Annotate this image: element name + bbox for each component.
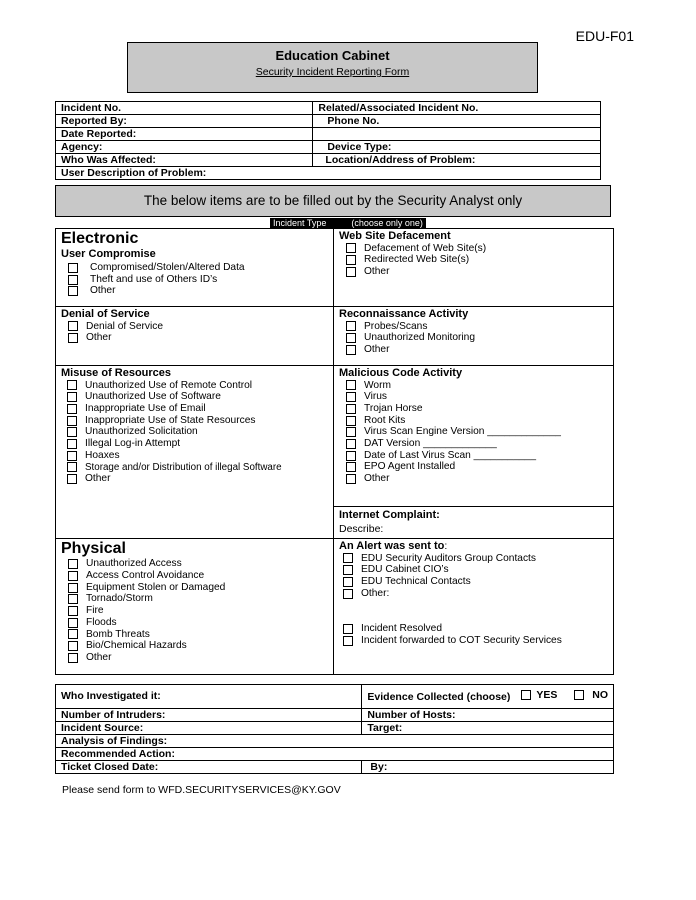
- org-title: Education Cabinet: [275, 48, 390, 63]
- table-row: [56, 102, 601, 115]
- denial-of-service-section: [61, 308, 329, 344]
- malicious-code-title: Malicious Code Activity: [339, 367, 463, 379]
- list-item[interactable]: Other: [346, 344, 609, 356]
- date-reported-field[interactable]: Date Reported:: [56, 128, 313, 141]
- incident-type-grid: [55, 228, 614, 675]
- list-item[interactable]: Unauthorized Use of Software: [67, 391, 331, 403]
- checkbox[interactable]: [68, 263, 78, 273]
- reconnaissance-list: [346, 321, 609, 356]
- list-item[interactable]: Unauthorized Access: [68, 558, 331, 570]
- list-item[interactable]: Probes/Scans: [346, 321, 609, 333]
- checkbox[interactable]: [67, 404, 77, 414]
- list-item[interactable]: Other: [68, 285, 329, 297]
- list-item[interactable]: Unauthorized Monitoring: [346, 332, 609, 344]
- list-item[interactable]: Fire: [68, 605, 331, 617]
- checkbox[interactable]: [346, 474, 356, 484]
- web-defacement-section: [339, 230, 609, 278]
- form-title: Security Incident Reporting Form: [255, 65, 410, 78]
- number-of-intruders-field[interactable]: Number of Intruders:: [56, 709, 362, 722]
- list-item[interactable]: Other:: [343, 588, 609, 600]
- grid-divider: [56, 365, 333, 366]
- physical-list: [68, 558, 331, 663]
- phone-no-field[interactable]: Phone No.: [313, 115, 601, 128]
- internet-complaint-section: [339, 509, 609, 535]
- malicious-code-list: [346, 380, 609, 485]
- table-row: [56, 115, 601, 128]
- checkbox[interactable]: [68, 275, 78, 285]
- table-row: [56, 167, 601, 180]
- checkbox[interactable]: [346, 427, 356, 437]
- grid-divider: [333, 229, 334, 674]
- form-title-box: [127, 42, 538, 93]
- table-row: [56, 761, 614, 774]
- checkbox[interactable]: [346, 439, 356, 449]
- physical-title: Physical: [61, 540, 126, 557]
- list-item[interactable]: Worm: [346, 380, 609, 392]
- device-type-field[interactable]: Device Type:: [313, 141, 601, 154]
- checkbox[interactable]: [346, 404, 356, 414]
- grid-divider: [333, 306, 613, 307]
- grid-divider: [333, 538, 613, 539]
- checkbox[interactable]: [67, 392, 77, 402]
- table-row: [56, 722, 614, 735]
- list-item[interactable]: Inappropriate Use of State Resources: [67, 415, 331, 427]
- resolution-list: [343, 623, 609, 646]
- related-incident-no-field[interactable]: Related/Associated Incident No.: [313, 102, 601, 115]
- checkbox[interactable]: [346, 392, 356, 402]
- table-row: [56, 141, 601, 154]
- list-item[interactable]: Bomb Threats: [68, 629, 331, 641]
- evidence-collected-label: Evidence Collected (choose): [367, 691, 511, 704]
- checkbox[interactable]: [68, 641, 78, 651]
- checkbox[interactable]: [346, 267, 356, 277]
- checkbox[interactable]: [68, 286, 78, 296]
- grid-divider: [333, 506, 613, 507]
- checkbox[interactable]: [346, 333, 356, 343]
- checkbox[interactable]: [346, 243, 356, 253]
- electronic-title: Electronic: [61, 230, 139, 247]
- list-item[interactable]: Defacement of Web Site(s): [346, 243, 609, 255]
- who-was-affected-field[interactable]: Who Was Affected:: [56, 154, 313, 167]
- checkbox[interactable]: [343, 624, 353, 634]
- checkbox[interactable]: [67, 439, 77, 449]
- list-item[interactable]: Other: [68, 332, 329, 344]
- list-item[interactable]: Unauthorized Solicitation: [67, 426, 331, 438]
- internet-complaint-title: Internet Complaint:: [339, 509, 440, 521]
- checkbox[interactable]: [343, 565, 353, 575]
- list-item[interactable]: EDU Cabinet CIO’s: [343, 564, 609, 576]
- list-item[interactable]: EDU Security Auditors Group Contacts: [343, 553, 609, 565]
- evidence-no-option[interactable]: NO: [574, 689, 608, 701]
- list-item[interactable]: Trojan Horse: [346, 403, 609, 415]
- analysis-of-findings-field[interactable]: Analysis of Findings:: [56, 735, 614, 748]
- checkbox[interactable]: [67, 451, 77, 461]
- checkbox[interactable]: [67, 427, 77, 437]
- checkbox[interactable]: [68, 583, 78, 593]
- checkbox[interactable]: [67, 474, 77, 484]
- number-of-hosts-field[interactable]: Number of Hosts:: [362, 709, 614, 722]
- table-row: [56, 128, 601, 141]
- incident-type-label: Incident Type (choose only one): [270, 218, 426, 229]
- who-investigated-field[interactable]: Who Investigated it:: [56, 685, 362, 709]
- form-code: EDU-F01: [575, 28, 634, 44]
- checkbox[interactable]: [346, 451, 356, 461]
- list-item[interactable]: Other: [346, 266, 609, 278]
- list-item[interactable]: Tornado/Storm: [68, 593, 331, 605]
- alert-list: [343, 553, 609, 600]
- alert-title: An Alert was sent to: [339, 540, 445, 552]
- reported-by-field[interactable]: Reported By:: [56, 115, 313, 128]
- checkbox[interactable]: [68, 559, 78, 569]
- list-item[interactable]: DAT Version _____________: [346, 438, 609, 450]
- checkbox[interactable]: [346, 321, 356, 331]
- list-item[interactable]: Incident Resolved: [343, 623, 609, 635]
- location-field[interactable]: Location/Address of Problem:: [313, 154, 601, 167]
- checkbox[interactable]: [346, 345, 356, 355]
- list-item[interactable]: EDU Technical Contacts: [343, 576, 609, 588]
- list-item[interactable]: Incident forwarded to COT Security Services: [343, 635, 609, 647]
- checkbox[interactable]: [346, 380, 356, 390]
- checkbox[interactable]: [68, 653, 78, 663]
- checkbox[interactable]: [68, 606, 78, 616]
- incident-no-field[interactable]: Incident No.: [56, 102, 313, 115]
- list-item[interactable]: Other: [68, 652, 331, 664]
- grid-divider: [56, 538, 333, 539]
- checkbox[interactable]: [68, 571, 78, 581]
- blank-field[interactable]: [313, 128, 601, 141]
- alert-section: [339, 540, 609, 647]
- list-item[interactable]: Equipment Stolen or Damaged: [68, 582, 331, 594]
- checkbox[interactable]: [68, 321, 78, 331]
- checkbox[interactable]: [67, 380, 77, 390]
- list-item[interactable]: Virus Scan Engine Version _____________: [346, 426, 609, 438]
- evidence-collected-cell: [362, 685, 614, 709]
- misuse-title: Misuse of Resources: [61, 367, 172, 379]
- table-row: [56, 735, 614, 748]
- checkbox[interactable]: [67, 416, 77, 426]
- list-item[interactable]: Other: [346, 473, 609, 485]
- list-item[interactable]: Virus: [346, 391, 609, 403]
- checkbox[interactable]: [343, 577, 353, 587]
- agency-field[interactable]: Agency:: [56, 141, 313, 154]
- list-item[interactable]: Floods: [68, 617, 331, 629]
- analyst-banner: The below items are to be filled out by the Security Analyst only: [55, 185, 611, 217]
- table-row: [56, 748, 614, 761]
- ticket-closed-date-field[interactable]: Ticket Closed Date:: [56, 761, 362, 774]
- list-item[interactable]: Compromised/Stolen/Altered Data: [68, 262, 329, 274]
- list-item[interactable]: Theft and use of Others ID’s: [68, 274, 329, 286]
- checkbox[interactable]: [68, 618, 78, 628]
- checkbox[interactable]: [67, 462, 77, 472]
- list-item[interactable]: Unauthorized Use of Remote Control: [67, 380, 331, 392]
- list-item[interactable]: Bio/Chemical Hazards: [68, 640, 331, 652]
- denial-of-service-title: Denial of Service: [61, 308, 150, 320]
- web-defacement-title: Web Site Defacement: [339, 230, 451, 242]
- checkbox[interactable]: [346, 255, 356, 265]
- table-row: [56, 154, 601, 167]
- reconnaissance-section: [339, 308, 609, 356]
- list-item[interactable]: Other: [67, 473, 331, 485]
- electronic-section: [61, 230, 329, 297]
- recommended-action-field[interactable]: Recommended Action:: [56, 748, 614, 761]
- list-item[interactable]: Inappropriate Use of Email: [67, 403, 331, 415]
- grid-divider: [56, 306, 333, 307]
- list-item[interactable]: Date of Last Virus Scan ___________: [346, 450, 609, 462]
- checkbox[interactable]: [346, 416, 356, 426]
- list-item[interactable]: EPO Agent Installed: [346, 461, 609, 473]
- table-row: [56, 685, 614, 709]
- checkbox[interactable]: [346, 462, 356, 472]
- describe-field[interactable]: Describe:: [339, 522, 384, 535]
- footer-note: Please send form to WFD.SECURITYSERVICES@KY.GOV: [62, 784, 341, 796]
- checkbox[interactable]: [343, 553, 353, 563]
- web-defacement-list: [346, 243, 609, 278]
- grid-divider: [333, 365, 613, 366]
- checkbox[interactable]: [521, 690, 531, 700]
- incident-source-field[interactable]: Incident Source:: [56, 722, 362, 735]
- incident-info-table: [55, 101, 601, 180]
- checkbox[interactable]: [343, 589, 353, 599]
- evidence-yes-option[interactable]: YES: [521, 689, 557, 701]
- checkbox[interactable]: [574, 690, 584, 700]
- list-item[interactable]: Hoaxes: [67, 450, 331, 462]
- list-item[interactable]: Root Kits: [346, 415, 609, 427]
- checkbox[interactable]: [68, 629, 78, 639]
- user-compromise-list: [68, 262, 329, 297]
- checkbox[interactable]: [343, 636, 353, 646]
- checkbox[interactable]: [68, 594, 78, 604]
- user-compromise-title: User Compromise: [61, 248, 156, 261]
- reconnaissance-title: Reconnaissance Activity: [339, 308, 469, 320]
- malicious-code-section: [339, 367, 609, 485]
- closed-by-field[interactable]: By:: [362, 761, 614, 774]
- list-item[interactable]: Redirected Web Site(s): [346, 254, 609, 266]
- closing-table: [55, 684, 614, 774]
- list-item[interactable]: Storage and/or Distribution of illegal Software: [67, 461, 331, 473]
- misuse-section: [61, 367, 331, 485]
- list-item[interactable]: Denial of Service: [68, 321, 329, 333]
- table-row: [56, 709, 614, 722]
- denial-of-service-list: [68, 321, 329, 344]
- user-description-field[interactable]: User Description of Problem:: [56, 167, 601, 180]
- physical-section: [61, 540, 331, 664]
- target-field[interactable]: Target:: [362, 722, 614, 735]
- checkbox[interactable]: [68, 333, 78, 343]
- list-item[interactable]: Access Control Avoidance: [68, 570, 331, 582]
- alert-title-line: An Alert was sent to:: [339, 540, 448, 552]
- list-item[interactable]: Illegal Log-in Attempt: [67, 438, 331, 450]
- misuse-list: [67, 380, 331, 485]
